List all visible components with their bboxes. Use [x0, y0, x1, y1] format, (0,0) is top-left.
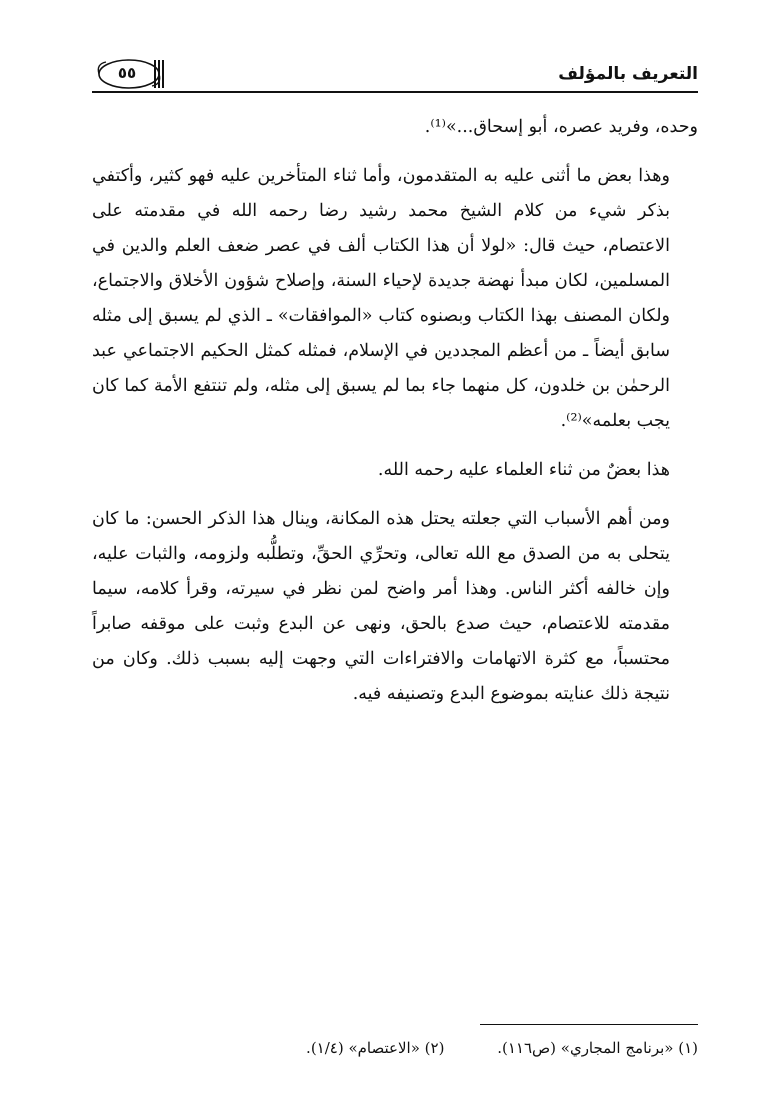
paragraph: ومن أهم الأسباب التي جعلته يحتل هذه المكانة، وينال هذا الذكر الحسن: ما كان يتحلى به من الصدق مع الله تعالى، وتحرِّي الحقِّ، وتطلُّبه ولزومه، والثبات عليه، وإن خالفه أكثر الناس. وهذا أمر واضح لمن نظر في سيرته، وقرأ كلامه، سيما مقدمته للاعتصام، حيث صدع بالحق، ونهى عن البدع وثبت على موقفه صابراً محتسباً، مع كثرة الاتهامات والافتراءات التي وجهت إليه بسبب ذلك. وكان من نتيجة ذلك عنايته بموضوع البدع وتصنيفه فيه.	[92, 509, 670, 704]
header-rule	[92, 91, 698, 93]
page-number: ٥٥	[117, 64, 137, 82]
footnote: (١) «برنامج المجاري» (ص١١٦).	[497, 1039, 698, 1057]
paragraph: وهذا بعض ما أثنى عليه به المتقدمون، وأما ثناء المتأخرين عليه فهو كثير، وأكتفي بذكر شيء من كلام الشيخ محمد رشيد رضا رحمه الله في مقدمته على الاعتصام، حيث قال: «لولا أن هذا الكتاب ألف في عصر ضعف العلم والدين في المسلمين، لكان مبدأ نهضة جديدة لإحياء السنة، وإصلاح شؤون الأخلاق والاجتماع، ولكان المصنف بهذا الكتاب وبصنوه كتاب «الموافقات» ـ الذي لم يسبق إلى مثله سابق أيضاً ـ من أعظم المجددين في الإسلام، فمثله كمثل الحكيم الاجتماعي عبد الرحمٰن بن خلدون، كل منهما جاء بما لم يسبق إلى مثله، ولم تنتفع الأمة كما كان يجب بعلمه»⁽²⁾.	[92, 166, 670, 431]
main-text	[92, 110, 698, 712]
paragraph: هذا بعضٌ من ثناء العلماء عليه رحمه الله.	[377, 460, 670, 480]
page-header	[92, 56, 698, 96]
paragraph: وحده، وفريد عصره، أبو إسحاق...»⁽¹⁾.	[424, 117, 698, 137]
footnote-separator	[480, 1024, 698, 1025]
footnotes	[130, 1036, 698, 1060]
footnote: (٢) «الاعتصام» (١/٤).	[306, 1039, 445, 1057]
running-title: التعريف بالمؤلف	[558, 64, 698, 84]
